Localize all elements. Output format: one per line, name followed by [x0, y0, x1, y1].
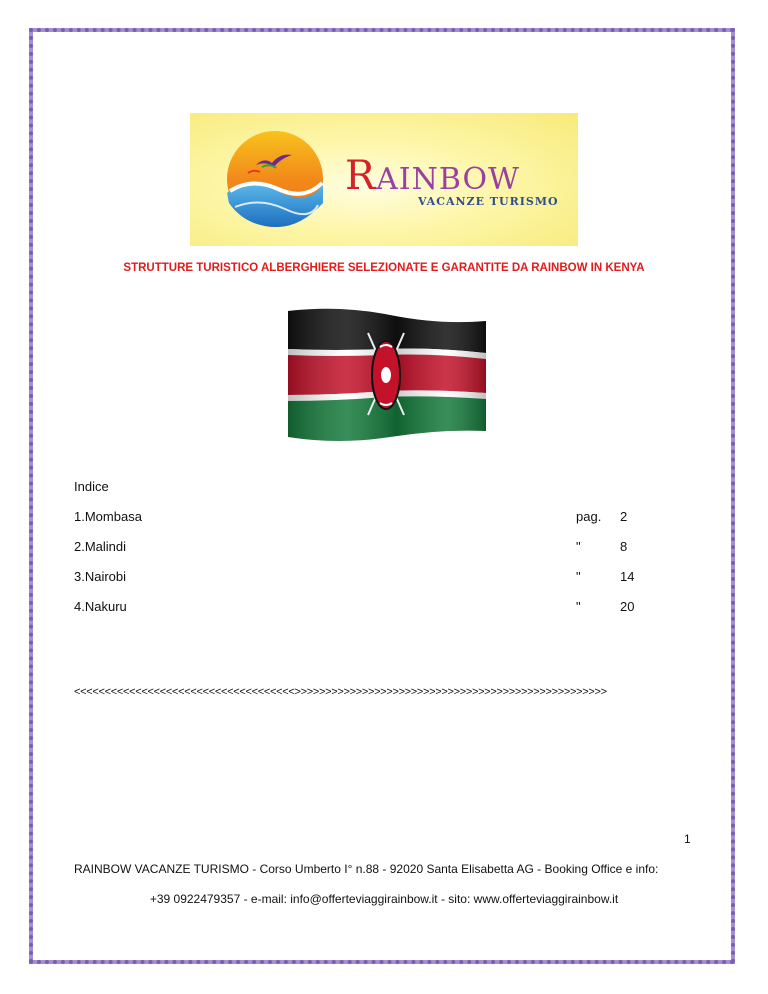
index-item-page: 2	[620, 509, 628, 524]
rainbow-logo	[190, 113, 578, 246]
index-item-name: 1.Mombasa	[74, 509, 142, 524]
logo-letters-ainbow: AINBOW	[376, 162, 520, 197]
separator-line: <<<<<<<<<<<<<<<<<<<<<<<<<<<<<<<<<<<<>>>>>>>>>>>>>>>>>>>>>>>>>>>>>>>>>>>>>>>>>>>>>>>>>>>	[74, 686, 607, 698]
index-item-name: 3.Nairobi	[74, 569, 127, 584]
index-item-name: 2.Malindi	[74, 539, 127, 554]
logo-subtitle: VACANZE TURISMO	[418, 195, 559, 208]
index-item-page: 8	[620, 539, 628, 554]
footer-line-1: RAINBOW VACANZE TURISMO - Corso Umberto I° n.88 - 92020 Santa Elisabetta AG - Booking Office e info:	[74, 862, 659, 876]
index-item-page-label: "	[576, 569, 581, 584]
footer-line-2: +39 0922479357 - e-mail: info@offerteviaggirainbow.it - sito: www.offerteviaggirainbow.it	[149, 892, 619, 906]
index-item-page-label: pag.	[576, 509, 602, 524]
index-item-page-label: "	[576, 539, 581, 554]
logo-letter-r: R	[345, 153, 377, 199]
logo-wordmark	[345, 153, 520, 199]
page-title: STRUTTURE TURISTICO ALBERGHIERE SELEZIONATE E GARANTITE DA RAINBOW IN KENYA	[123, 262, 645, 274]
kenya-flag-image	[280, 305, 490, 445]
index-heading: Indice	[74, 479, 109, 494]
index-item-page: 14	[620, 569, 635, 584]
index-item-page-label: "	[576, 599, 581, 614]
index-item-name: 4.Nakuru	[74, 599, 127, 614]
index-item-page: 20	[620, 599, 635, 614]
page-number: 1	[684, 832, 691, 846]
